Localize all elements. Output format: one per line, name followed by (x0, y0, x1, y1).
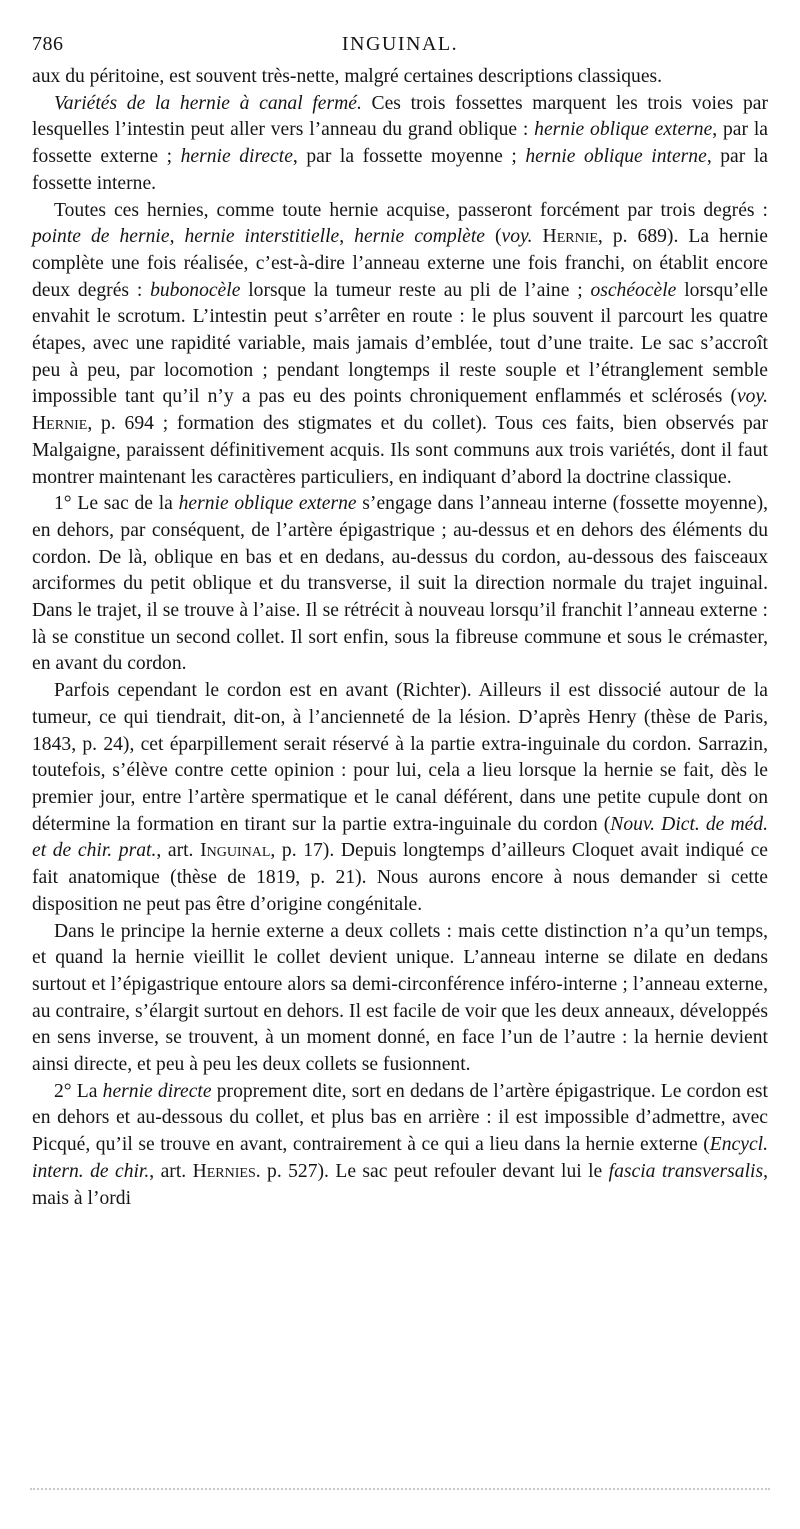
italic-run: pointe de hernie (32, 226, 170, 248)
small-caps-run: Hernie (32, 413, 88, 435)
text-run: . p. 527). Le sac peut refouler devant lui le (255, 1160, 609, 1182)
text-run (533, 226, 543, 247)
text-run: proprement dite, sort en dedans de l’artère épigastrique. Le cordon est en dehors et au-dessous du collet, et plus bas en arrière : il est impossible d’admettre, avec Picqué, qu’il se trouve en avant, contrairement à ce qui a lieu dans la hernie externe ( (32, 1080, 768, 1156)
text-run: , mais à l’ordi (32, 1160, 769, 1209)
italic-run: hernie directe (102, 1080, 212, 1102)
text-run: Toutes ces hernies, comme toute hernie acquise, passeront forcément par trois degrés : (54, 199, 768, 221)
page-bottom-bleed (30, 1488, 770, 1490)
paragraph (32, 491, 768, 678)
text-run: ( (484, 226, 502, 248)
text-run: 2° La (54, 1080, 103, 1102)
paragraph (32, 64, 768, 91)
italic-run: fascia transversalis (608, 1160, 764, 1182)
text-run: Parfois cependant le cordon est en avant (Richter). Ailleurs il est dissocié autour de la tumeur, ce qui tiendrait, dit-on, à l’ancienneté de la lésion. D’après Henry (thèse de Paris, 1843, p. 24), cet éparpillement serait réservé à la partie extra-inguinale du cordon. Sarrazin, toutefois, s’élève contre cette opinion : pour lui, cela a lieu lorsque la hernie se fait, dès le premier jour, entre l’artère spermatique et le canal déférent, dans une petite cupule dont on détermine la formation en tirant sur la partie extra-inguinale du cordon ( (32, 680, 768, 835)
italic-run: voy. (736, 386, 768, 408)
body-text (32, 64, 768, 1212)
paragraph (32, 919, 768, 1079)
text-run: , art. (149, 1160, 193, 1182)
italic-run: Nouv. Dict. de méd. et de chir. prat. (32, 813, 768, 862)
italic-run: hernie oblique interne (525, 146, 707, 168)
text-run: lorsqu’elle envahit le scrotum. L’intestin peut s’arrêter en route : le plus souvent il parcourt les quatre étapes, avec une rapidité variable, mais jamais d’emblée, tout d’une traite. Le sac s’accroît peu à peu, par locomotion ; pendant longtemps il reste souple et l’étranglement semble impossible tant qu’il n’y a pas eu des points chroniquement enflammés et sclérosés ( (32, 279, 768, 408)
small-caps-run: Hernie (542, 226, 598, 248)
italic-run: bubonocèle (150, 279, 241, 301)
text-run: Ces trois fossettes marquent les trois voies par lesquelles l’intestin peut aller vers l’anneau du grand oblique : (32, 92, 768, 141)
text-run: , art. (156, 840, 201, 862)
text-run: s’engage dans l’anneau interne (fossette moyenne), en dehors, par conséquent, de l’artère épigastrique ; au-dessus et en dehors des éléments du cordon. De là, oblique en bas et en dedans, au-dessus du cordon, au-dessous des faisceaux arciformes du petit oblique et du transverse, il suit la direction normale du trajet inguinal. Dans le trajet, il se trouve à l’aise. Il se rétrécit à nouveau lorsqu’il franchit l’anneau externe : là se constitue un second collet. Il sort enfin, sous la fibreuse commune et sous le crémaster, en avant du cordon. (32, 493, 768, 675)
italic-run: Encycl. intern. de chir. (32, 1134, 768, 1182)
paragraph (32, 1079, 768, 1213)
text-run: aux du péritoine, est souvent très-nette, malgré certaines descriptions classiques. (32, 66, 663, 87)
text-run: Dans le principe la hernie externe a deux collets : mais cette distinction n’a qu’un temps, et quand la hernie vieillit le collet devient unique. L’anneau interne se dilate en dedans surtout et l’épigastrique entoure alors sa demi-circonférence inféro-interne ; l’anneau externe, au contraire, s’élargit surtout en dehors. Il est facile de voir que les deux anneaux, développés en sens inverse, se trouvent, à un moment donné, en face l’un de l’autre : la hernie devient ainsi directe, et peu à peu les deux collets se fusionnent. (32, 920, 768, 1076)
italic-run: hernie directe (180, 146, 293, 168)
text-run: , p. 694 ; formation des stigmates et du collet). Tous ces faits, bien observés par Malgaigne, paraissent définitivement acquis. Ils sont communs aux trois variétés, dont il faut montrer maintenant les caractères particuliers, en indiquant d’abord la doctrine classique. (32, 413, 768, 488)
text-run: , p. 689). La hernie complète une fois réalisée, c’est-à-dire l’anneau externe une fois franchi, on établit encore deux degrés : (32, 226, 769, 301)
paragraph (32, 198, 768, 492)
text-run: , (169, 226, 185, 248)
small-caps-run: Inguinal (200, 840, 271, 862)
page-header (32, 30, 768, 58)
text-run: , par la fossette interne. (32, 146, 768, 194)
text-run: , (339, 226, 355, 248)
italic-run: hernie oblique externe (534, 119, 713, 141)
text-run: 1° Le sac de la (54, 493, 179, 515)
small-caps-run: Hernies (192, 1160, 256, 1182)
italic-run: oschéocèle (590, 279, 677, 301)
page-number: 786 (32, 33, 64, 55)
italic-run: voy. (501, 226, 533, 248)
text-run: , par la fossette externe ; (32, 119, 768, 168)
italic-run: Variétés de la hernie à canal fermé. (54, 92, 362, 114)
text-run: , p. 17). Depuis longtemps d’ailleurs Cloquet avait indiqué ce fait anatomique (thèse de 1819, p. 21). Nous aurons encore à nous demander si cette disposition ne peut pas être d’origine congénitale. (32, 840, 769, 915)
italic-run: hernie oblique externe (178, 493, 357, 515)
italic-run: hernie interstitielle (184, 226, 340, 248)
italic-run: hernie complète (354, 226, 485, 248)
text-run: , par la fossette moyenne ; (292, 146, 526, 168)
text-run: lorsque la tumeur reste au pli de l’aine ; (240, 279, 591, 301)
paragraph (32, 91, 768, 198)
running-head: INGUINAL. (341, 33, 459, 55)
paragraph (32, 678, 768, 918)
